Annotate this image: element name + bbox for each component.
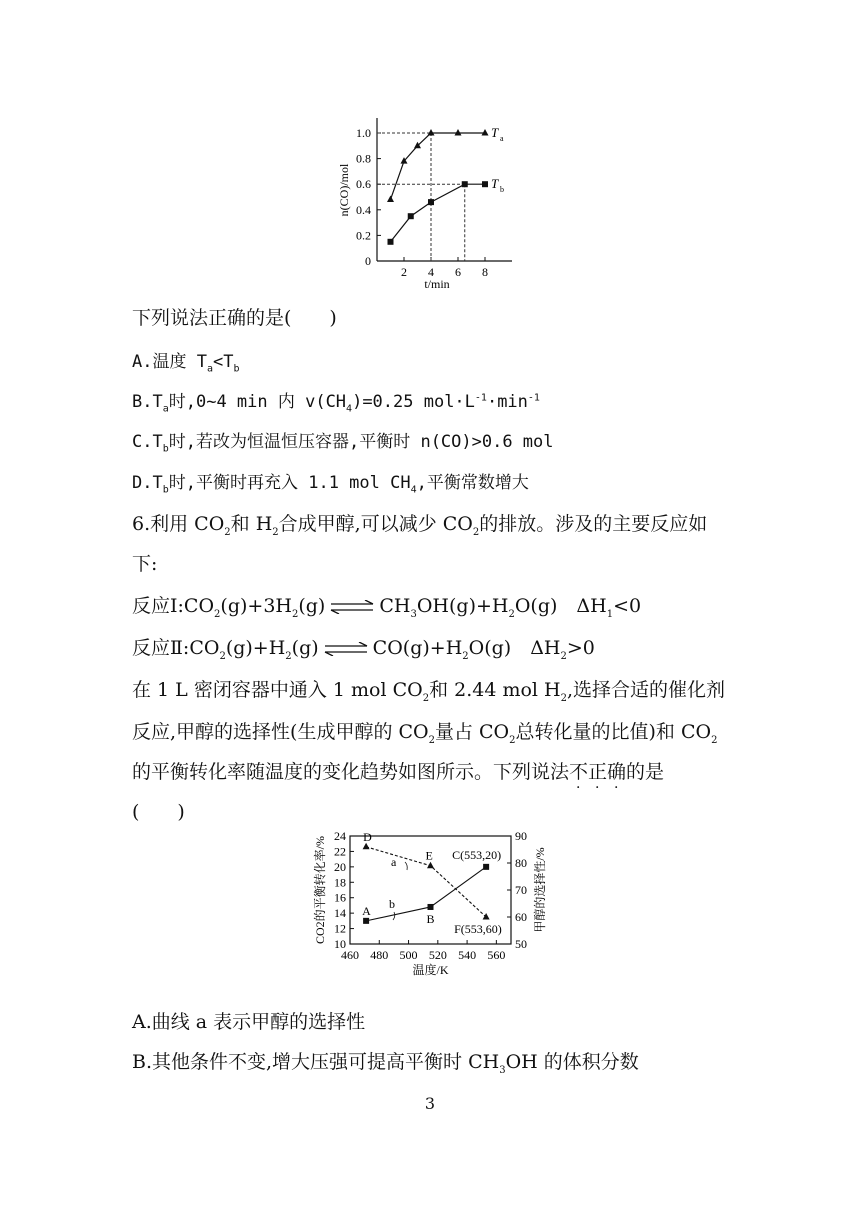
x-tick-label: 4 <box>428 265 434 279</box>
curve-a-leader <box>405 862 407 870</box>
reaction-1: 反应$Ⅰ:CO_2(g)+3H_2(g)$ $CH_3OH(g)+H_2O(g)$ $\Delta H_1<0$ <box>132 595 642 620</box>
x-tick-label: 560 <box>487 948 506 962</box>
x-axis-label: t/min <box>424 277 450 291</box>
y-tick-label: 0 <box>365 254 371 268</box>
option-c: $C.T_b$时,若改为恒温恒压容器,平衡时 n(CO)>0.6 mol <box>132 432 554 455</box>
x-tick-label: 540 <box>458 948 477 962</box>
y-left-tick-label: 24 <box>334 829 346 843</box>
option-a: A.温度 $T_a<T_b$ <box>132 352 240 375</box>
series-label-ta: T <box>491 125 499 140</box>
co-time-plot <box>337 118 512 291</box>
paragraph-line4: ( ) <box>132 801 185 823</box>
series-label-tb: T <box>491 176 499 191</box>
y-tick-label: 0.8 <box>356 151 371 166</box>
data-point-ta <box>387 196 394 203</box>
curve-b-leader <box>393 912 395 920</box>
page-number: 3 <box>424 1094 436 1113</box>
reaction-2: 反应$Ⅱ:CO_2(g)+H_2(g)$ $CO(g)+H_2O(g)$ $\Delta H_2>0$ <box>132 637 595 662</box>
series-label-tb-sub: b <box>500 185 504 194</box>
curve-b-point <box>483 864 489 870</box>
equilibrium-arrow-icon <box>329 600 375 614</box>
answer-a: A.曲线 a 表示甲醇的选择性 <box>132 1011 366 1033</box>
x-tick-label: 8 <box>482 265 488 279</box>
q6-line2: 下: <box>132 553 158 575</box>
y-right-tick-label: 90 <box>515 829 527 843</box>
curve-b-point <box>428 904 434 910</box>
curve-b-point <box>363 918 369 924</box>
option-b: $B.T_a$时,0~4 min 内 $v(CH_4)=0.25$ $mol\cdot L^{-1}\cdot\min^{-1}$ <box>132 392 540 415</box>
point-label-c: C(553,20) <box>452 847 502 862</box>
data-point-tb <box>428 199 434 205</box>
point-label-d: D <box>363 829 372 844</box>
data-point-ta <box>428 129 435 136</box>
data-point-tb <box>408 213 414 219</box>
y-left-tick-label: 14 <box>334 906 346 921</box>
data-point-ta <box>482 129 489 136</box>
point-label-f: F(553,60) <box>454 922 502 936</box>
y-left-tick-label: 20 <box>334 859 346 874</box>
paragraph-line3: 的平衡转化率随温度的变化趋势如图所示。下列说法不正确 · · · 的是 <box>132 761 665 796</box>
y-right-tick-label: 50 <box>515 937 527 951</box>
series-label-ta-sub: a <box>500 134 504 143</box>
y-left-tick-label: 18 <box>334 875 346 890</box>
series-line <box>391 133 486 200</box>
point-label-e: E <box>425 848 433 863</box>
emphasis-text: 不正确 · · · <box>569 761 627 796</box>
question-stem: 下列说法正确的是( ) <box>132 307 337 329</box>
data-point-tb <box>482 181 488 187</box>
y-left-axis-label: CO2的平衡转化率/% <box>313 835 327 945</box>
y-right-axis-label: 甲醇的选择性/% <box>533 847 547 933</box>
point-label-a: A <box>362 903 371 918</box>
paragraph-line1: 在 1 L 密闭容器中通入 1 mol $CO_2$和 2.44 mol $H_2$,选择合适的催化剂 <box>132 679 726 704</box>
curve-a-point <box>483 913 490 920</box>
y-tick-label: 0.4 <box>356 202 371 217</box>
x-tick-label: 460 <box>341 948 359 962</box>
paragraph-line2: 反应,甲醇的选择性(生成甲醇的 $CO_2$量占 $CO_2$总转化量的比值)和 $CO_2$ <box>132 721 718 746</box>
x-tick-label: 480 <box>370 948 389 962</box>
conversion-selectivity-chart <box>0 826 860 1006</box>
y-tick-label: 1.0 <box>356 126 371 140</box>
y-right-tick-label: 80 <box>515 856 527 870</box>
q6-line1: 6.利用 $CO_2$和 $H_2$合成甲醇,可以减少 $CO_2$的排放。涉及的主要反应如 <box>132 513 708 538</box>
option-d: $D.T_b$时,平衡时再充入 1.1 mol $CH_4$,平衡常数增大 <box>132 473 529 496</box>
y-right-tick-label: 70 <box>515 883 527 897</box>
y-left-tick-label: 12 <box>334 921 346 936</box>
y-left-tick-label: 22 <box>334 844 346 859</box>
series-line <box>391 184 486 242</box>
y-axis-label: n(CO)/mol <box>337 163 351 217</box>
data-point-ta <box>455 129 462 136</box>
x-tick-label: 6 <box>455 265 461 279</box>
y-tick-label: 0.6 <box>356 177 371 192</box>
x-axis-label: 温度/K <box>412 963 449 977</box>
curve-label-b: b <box>389 897 395 911</box>
answer-b: B.其他条件不变,增大压强可提高平衡时 $CH_3OH$ 的体积分数 <box>132 1051 639 1076</box>
equilibrium-arrow-icon <box>323 642 369 656</box>
x-tick-label: 500 <box>399 948 418 962</box>
x-tick-label: 2 <box>401 265 407 279</box>
co-time-chart <box>0 0 860 300</box>
y-left-tick-label: 16 <box>334 890 346 905</box>
y-tick-label: 0.2 <box>356 228 371 243</box>
y-left-tick-label: 10 <box>334 937 346 951</box>
x-tick-label: 520 <box>428 948 447 962</box>
point-label-b: B <box>426 911 435 926</box>
data-point-tb <box>462 181 468 187</box>
y-right-tick-label: 60 <box>515 910 527 924</box>
data-point-tb <box>388 239 394 245</box>
curve-label-a: a <box>391 855 397 869</box>
conversion-selectivity-plot <box>312 829 547 977</box>
